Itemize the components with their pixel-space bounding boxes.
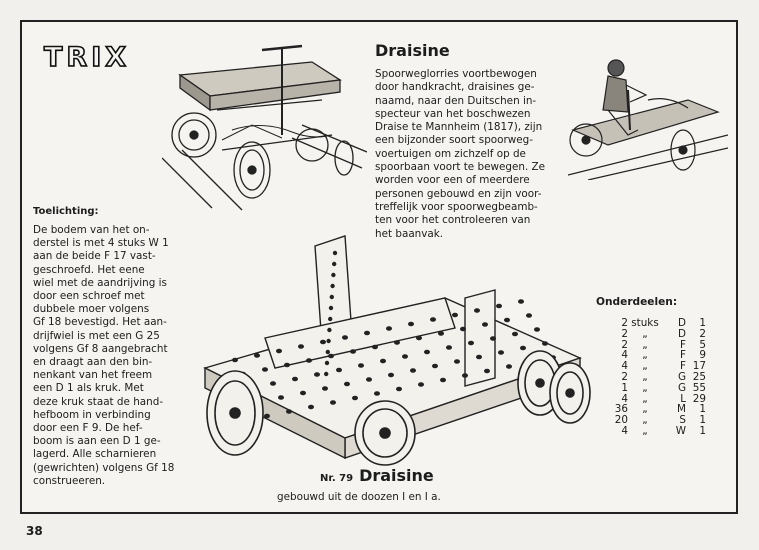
part-code: D [677, 317, 686, 329]
explanation-line: dubbele moer volgens [33, 303, 150, 316]
strip-hole [342, 335, 348, 340]
strip-hole [394, 340, 400, 345]
part-code: G [677, 381, 686, 394]
part-unit: „ [642, 424, 648, 437]
description-line: het baanvak. [375, 227, 444, 240]
part-num: 17 [692, 360, 706, 373]
part-qty: 20 [614, 414, 628, 427]
strip-hole [232, 358, 238, 363]
part-num: 1 [699, 414, 706, 427]
model-name: Draisine [359, 466, 434, 485]
explanation-line: Gf 18 bevestigd. Het aan- [33, 316, 167, 329]
strip-hole [374, 391, 380, 396]
page-title: Draisine [375, 41, 450, 60]
part-num: 5 [699, 338, 706, 351]
strip-hole [254, 353, 260, 358]
strip-hole [476, 355, 482, 360]
strip-hole [330, 295, 334, 299]
strip-hole [490, 336, 496, 341]
part-num: 9 [699, 349, 706, 362]
strip-hole [364, 331, 370, 336]
parts-heading: Onderdeelen: [596, 296, 678, 308]
model-number: Nr. 79 [320, 473, 354, 484]
strip-hole [474, 308, 480, 313]
part-unit: stuks [631, 317, 659, 329]
part-qty: 4 [621, 392, 628, 405]
strip-hole [330, 284, 334, 288]
part-num: 55 [692, 381, 706, 394]
part-num: 1 [699, 424, 706, 437]
explanation-line: geschroefd. Het eene [33, 263, 145, 276]
strip-hole [380, 359, 386, 364]
part-qty: 36 [614, 403, 628, 416]
part-qty: 2 [621, 370, 628, 383]
explanation-paragraph [33, 224, 193, 488]
part-unit: „ [642, 403, 648, 416]
strip-hole [484, 369, 490, 374]
explanation-line: De bodem van het on- [33, 224, 150, 236]
part-unit: „ [642, 370, 648, 383]
strip-hole [440, 378, 446, 383]
strip-hole [416, 336, 422, 341]
strip-hole [432, 364, 438, 369]
trix-logo: TRIX [44, 42, 131, 73]
parts-list [612, 318, 712, 437]
strip-hole [430, 317, 436, 322]
description-line: worden voor een of meerdere [375, 174, 530, 187]
parts-row [612, 329, 712, 340]
part-unit: „ [642, 381, 648, 394]
part-unit: „ [642, 338, 648, 351]
explanation-line: een D 1 als kruk. Met [33, 382, 144, 395]
explanation-line: en draagt aan den bin- [33, 356, 153, 369]
part-qty: 4 [621, 424, 628, 437]
strip-hole [424, 350, 430, 355]
explanation-line: volgens Gf 8 aangebracht [33, 342, 168, 355]
strip-hole [308, 405, 314, 410]
part-code: D [677, 327, 686, 340]
strip-hole [452, 313, 458, 318]
part-unit: „ [642, 327, 648, 340]
part-code: F [680, 349, 686, 362]
strip-hole [496, 304, 502, 309]
strip-hole [460, 327, 466, 332]
part-num: 2 [699, 327, 706, 340]
description-line: door handkracht, draisines ge- [375, 81, 535, 94]
strip-hole [306, 358, 312, 363]
description-line: ten voor het controleeren van [375, 214, 531, 227]
strip-hole [366, 377, 372, 382]
explanation-line: derstel is met 4 stuks W 1 [33, 237, 169, 250]
part-unit: „ [642, 349, 648, 362]
strip-hole [526, 313, 532, 318]
strip-hole [278, 395, 284, 400]
explanation-line: deze kruk staat de hand- [33, 395, 164, 408]
explanation-line: construeeren. [33, 474, 106, 487]
description-paragraph [375, 68, 561, 241]
description-line: naamd, naar den Duitschen in- [375, 94, 537, 107]
strip-hole [325, 361, 329, 365]
explanation-line: (gewrichten) volgens Gf 18 [33, 461, 175, 474]
part-num: 1 [699, 403, 706, 416]
strip-hole [327, 328, 331, 332]
model-subtitle: gebouwd uit de doozen I en I a. [277, 491, 441, 503]
strip-hole [314, 372, 320, 377]
strip-hole [542, 341, 548, 346]
part-qty: 1 [621, 381, 628, 394]
description-line: voertuigen om zichzelf op de [375, 147, 526, 160]
strip-hole [336, 368, 342, 373]
explanation-line: hefboom in verbinding [33, 408, 151, 421]
strip-hole [352, 396, 358, 401]
explanation-line: nenkant van het freem [33, 369, 153, 382]
part-num: 25 [692, 370, 706, 383]
description-line: personen gebouwd en zijn voor- [375, 187, 542, 200]
strip-hole [372, 345, 378, 350]
strip-hole [396, 387, 402, 392]
strip-hole [462, 373, 468, 378]
part-code: S [679, 414, 686, 427]
part-qty: 4 [621, 360, 628, 373]
part-num: 1 [699, 317, 706, 329]
strip-hole [520, 346, 526, 351]
rider-engraving [568, 40, 728, 180]
explanation-heading: Toelichting: [33, 206, 99, 217]
strip-hole [333, 251, 337, 255]
strip-hole [276, 349, 282, 354]
part-unit: „ [642, 360, 648, 373]
strip-hole [408, 322, 414, 327]
description-line: Spoorweglorries voortbewogen [375, 68, 537, 80]
parts-row [612, 426, 712, 437]
explanation-line: drijfwiel is met een G 25 [33, 329, 160, 342]
strip-hole [358, 363, 364, 368]
strip-hole [328, 317, 332, 321]
strip-hole [284, 363, 290, 368]
part-qty: 2 [621, 317, 628, 329]
strip-hole [331, 273, 335, 277]
model-illustration [195, 228, 600, 468]
parts-row [612, 383, 712, 394]
strip-hole [344, 382, 350, 387]
strip-hole [468, 341, 474, 346]
strip-hole [320, 340, 326, 345]
part-num: 29 [692, 392, 706, 405]
strip-hole [326, 339, 330, 343]
part-qty: 2 [621, 327, 628, 340]
page-number: 38 [26, 524, 43, 538]
strip-hole [324, 372, 328, 376]
part-qty: 4 [621, 349, 628, 362]
description-line: spoorbaan voort te bewegen. Ze [375, 161, 546, 174]
strip-hole [482, 322, 488, 327]
strip-hole [292, 377, 298, 382]
part-qty: 2 [621, 338, 628, 351]
strip-hole [332, 262, 336, 266]
strip-hole [504, 318, 510, 323]
strip-hole [410, 368, 416, 373]
strip-hole [329, 306, 333, 310]
strip-hole [350, 349, 356, 354]
part-code: W [675, 424, 686, 437]
model-caption [320, 466, 434, 485]
strip-hole [322, 386, 328, 391]
explanation-line: door een schroef met [33, 290, 145, 303]
strip-hole [326, 350, 330, 354]
part-unit: „ [642, 392, 648, 405]
explanation-line: aan de beide F 17 vast- [33, 250, 156, 263]
strip-hole [512, 332, 518, 337]
strip-hole [438, 331, 444, 336]
explanation-line: lagerd. Alle scharnieren [33, 448, 157, 461]
part-unit: „ [642, 414, 648, 427]
strip-hole [498, 350, 504, 355]
description-line: treffelijk voor spoorwegbeamb- [375, 200, 538, 213]
strip-hole [446, 345, 452, 350]
strip-hole [388, 373, 394, 378]
explanation-line: boom is aan een D 1 ge- [33, 435, 161, 448]
explanation-line: wiel met de aandrijving is [33, 276, 167, 289]
strip-hole [386, 326, 392, 331]
explanation-line: door een F 9. De hef- [33, 422, 143, 435]
part-code: M [677, 403, 686, 416]
strip-hole [298, 344, 304, 349]
strip-hole [454, 359, 460, 364]
strip-hole [518, 299, 524, 304]
part-code: L [680, 392, 686, 405]
draisine-engraving [162, 40, 367, 212]
description-line: specteur van het boschwezen [375, 107, 531, 120]
part-code: F [680, 360, 686, 373]
strip-hole [270, 381, 276, 386]
strip-hole [330, 400, 336, 405]
strip-hole [418, 382, 424, 387]
strip-hole [506, 364, 512, 369]
description-line: een bijzonder soort spoorweg- [375, 134, 534, 147]
strip-hole [262, 367, 268, 372]
part-code: F [680, 338, 686, 351]
strip-hole [402, 354, 408, 359]
strip-hole [286, 409, 292, 414]
description-line: Draise te Mannheim (1817), zijn [375, 121, 543, 134]
strip-hole [300, 391, 306, 396]
strip-hole [264, 414, 270, 419]
part-code: G [677, 370, 686, 383]
strip-hole [534, 327, 540, 332]
strip-hole [328, 354, 334, 359]
